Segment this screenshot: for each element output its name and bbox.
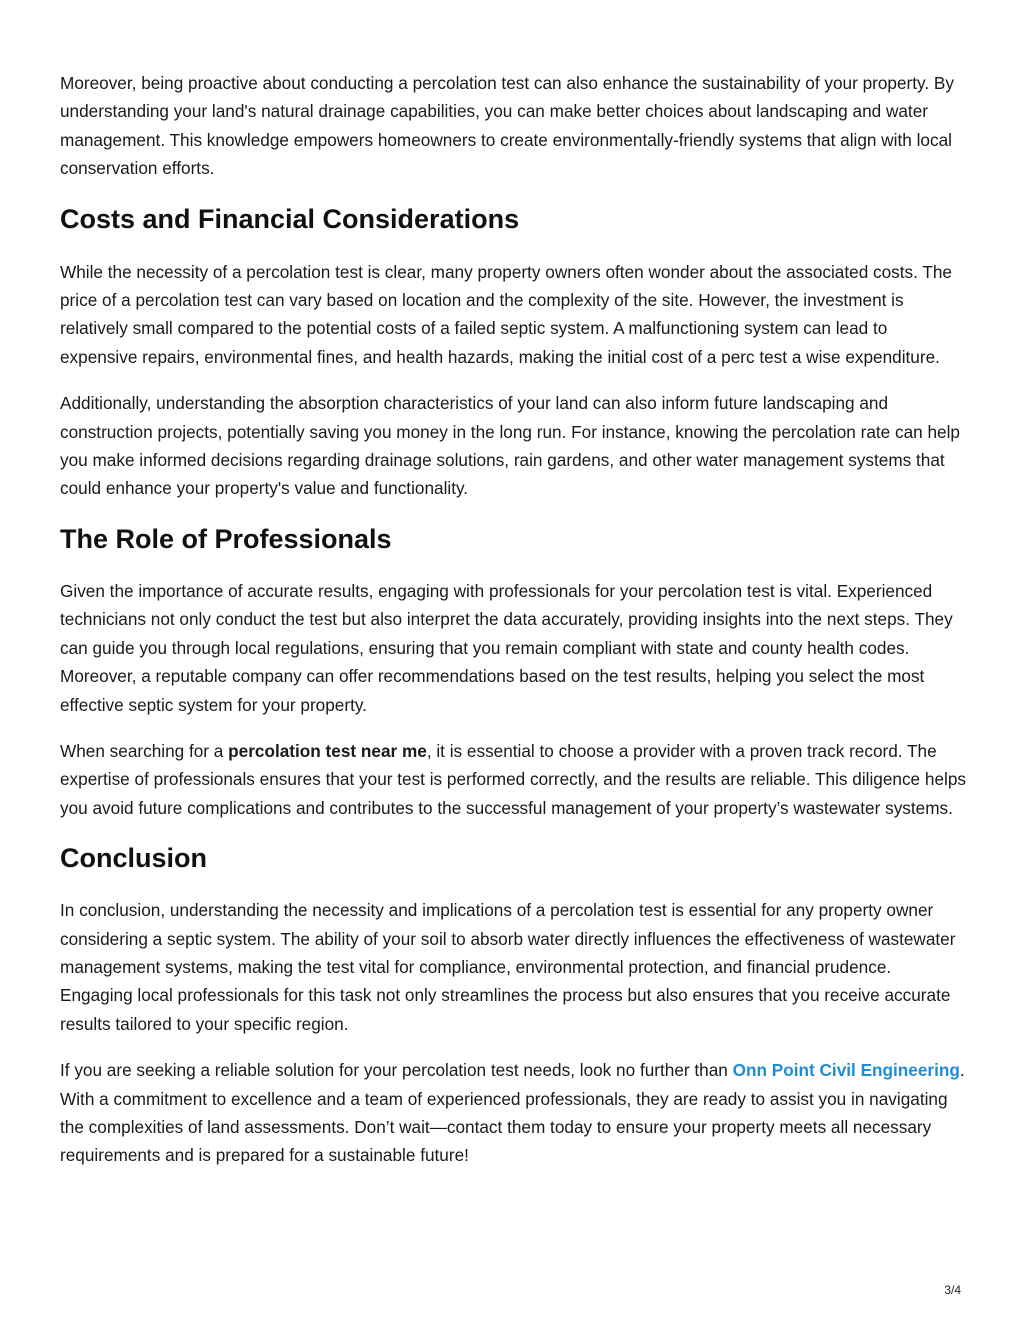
conclusion-heading: Conclusion (60, 843, 207, 874)
conclusion-paragraph-2-end: . With a commitment to excellence and a team of experienced professionals, they are ready to assist you in navigating the complexities of land assessments. Don’t wait—contact them today to ensure your property meets all necessary requirements and is prepared for a sustainable future! (60, 1060, 965, 1166)
professionals-heading: The Role of Professionals (60, 523, 392, 554)
costs-paragraph-2: Additionally, understanding the absorption characteristics of your land can also inform future landscaping and construction projects, potentially saving you money in the long run. For instance, knowing the percolation rate can help you make informed decisions regarding drainage solutions, rain gardens, and other water management systems that could enhance your property's value and functionality. (60, 393, 960, 499)
onn-point-civil-engineering-link[interactable]: Onn Point Civil Engineering (732, 1060, 960, 1081)
costs-heading: Costs and Financial Considerations (60, 203, 520, 234)
intro-paragraph: Moreover, being proactive about conducting a percolation test can also enhance the sustainability of your property. By understanding your land's natural drainage capabilities, you can make better choices about landscaping and water management. This knowledge empowers homeowners to create environmentally-friendly systems that align with local conservation efforts. (60, 73, 954, 179)
page-number: 3/4 (944, 1283, 961, 1297)
professionals-paragraph-1: Given the importance of accurate results, engaging with professionals for your percolation test is vital. Experienced technicians not only conduct the test but also interpret the data accurately, providing insights into the next steps. They can guide you through local regulations, ensuring that you remain compliant with state and county health codes. Moreover, a reputable company can offer recommendations based on the test results, helping you select the most effective septic system for your property. (60, 580, 953, 715)
document-page (60, 69, 966, 1188)
costs-paragraph-1: While the necessity of a percolation test is clear, many property owners often wonder about the associated costs. The price of a percolation test can vary based on location and the complexity of the site. However, the investment is relatively small compared to the potential costs of a failed septic system. A malfunctioning system can lead to expensive repairs, environmental fines, and health hazards, making the initial cost of a perc test a wise expenditure. (60, 261, 952, 367)
conclusion-paragraph-2-start: If you are seeking a reliable solution for your percolation test needs, look no further than (60, 1060, 733, 1081)
professionals-paragraph-2-start: When searching for a (60, 740, 229, 761)
conclusion-paragraph-2 (60, 1056, 966, 1170)
professionals-paragraph-2-end: , it is essential to choose a provider with a proven track record. The expertise of professionals ensures that your test is performed correctly, and the results are reliable. This diligence helps you avoid future complications and contributes to the successful management of your property’s wastewater systems. (60, 740, 966, 818)
conclusion-paragraph-1: In conclusion, understanding the necessity and implications of a percolation test is essential for any property owner considering a septic system. The ability of your soil to absorb water directly influences the effectiveness of wastewater management systems, making the test vital for compliance, environmental protection, and financial prudence. Engaging local professionals for this task not only streamlines the process but also ensures that you receive accurate results tailored to your specific region. (60, 900, 956, 1034)
professionals-paragraph-2 (60, 737, 966, 822)
percolation-test-keyword: percolation test near me (228, 740, 427, 761)
